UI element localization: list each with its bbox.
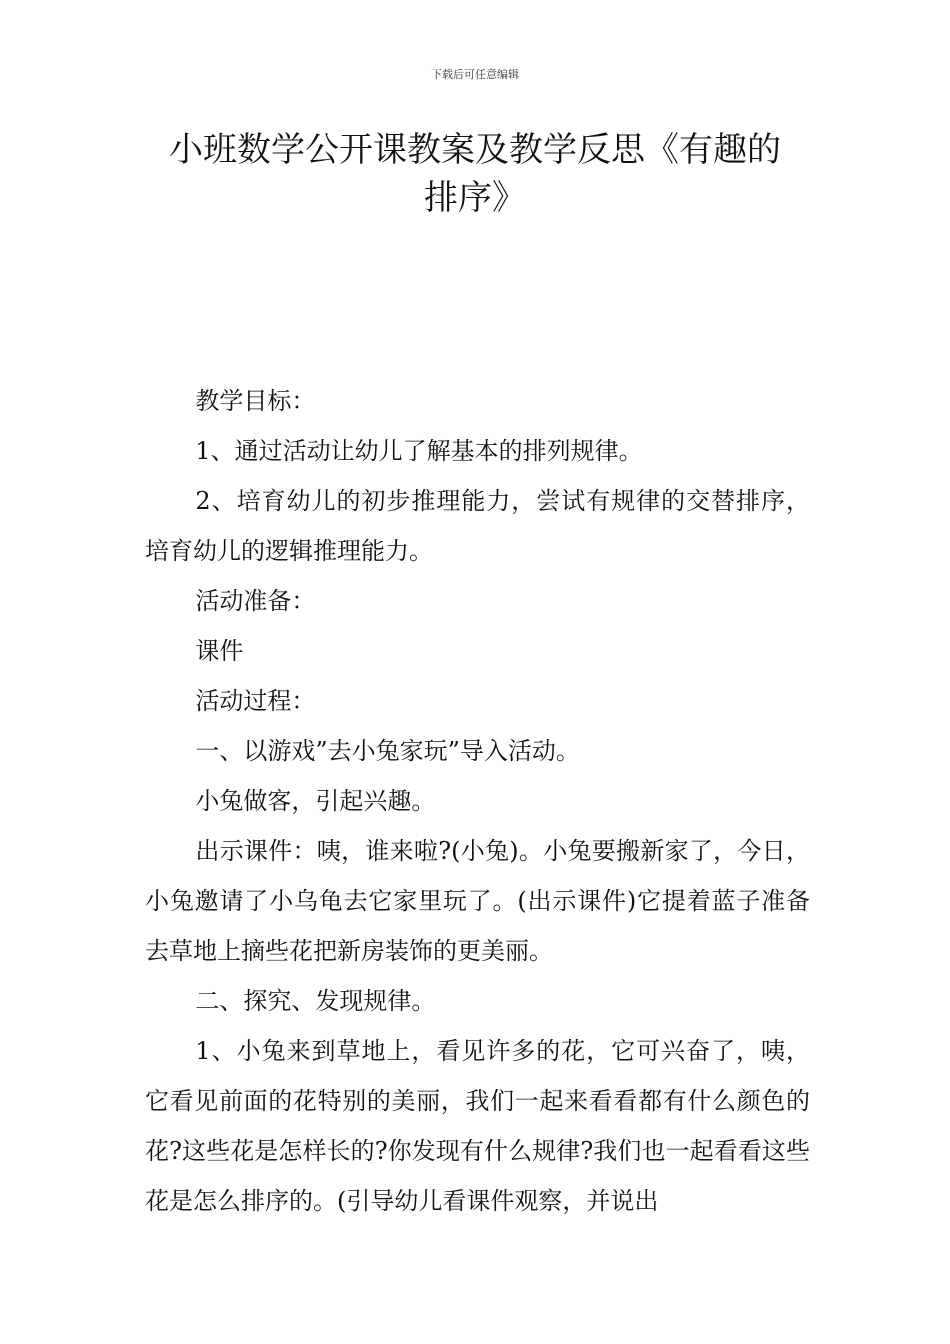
paragraph-section-1-body: 出示课件：咦，谁来啦?(小兔)。小兔要搬新家了，今日，小兔邀请了小乌龟去它家里玩了。(出示课件)它提着蓝子准备去草地上摘些花把新房装饰的更美丽。 (145, 837, 810, 965)
paragraph-preparation-heading: 活动准备： (195, 587, 316, 615)
paragraph-preparation-item: 课件 (195, 637, 244, 665)
paragraph-section-2-body: 1、小兔来到草地上，看见许多的花，它可兴奋了，咦，它看见前面的花特别的美丽，我们一起来看看都有什么颜色的花?这些花是怎样长的?你发现有什么规律?我们也一起看看这些花是怎么排序的。(引导幼儿看课件观察，并说出 (145, 1037, 810, 1215)
paragraph-teaching-goals-heading: 教学目标： (195, 387, 316, 415)
title-line-1: 小班数学公开课教案及教学反思《有趣的 (169, 130, 781, 170)
paragraph-process-heading: 活动过程： (195, 687, 316, 715)
document-title (140, 126, 810, 222)
paragraph-section-1-heading: 一、以游戏”去小兔家玩”导入活动。 (195, 737, 580, 765)
document-body (145, 376, 810, 1226)
title-line-2: 排序》 (424, 178, 526, 218)
paragraph-goal-2: 2、培育幼儿的初步推理能力，尝试有规律的交替排序，培育幼儿的逻辑推理能力。 (145, 487, 810, 565)
paragraph-section-2-heading: 二、探究、发现规律。 (195, 987, 436, 1015)
paragraph-goal-1: 1、通过活动让幼儿了解基本的排列规律。 (195, 437, 643, 465)
header-note: 下载后可任意编辑 (431, 68, 519, 81)
paragraph-section-1-intro: 小兔做客，引起兴趣。 (195, 787, 436, 815)
